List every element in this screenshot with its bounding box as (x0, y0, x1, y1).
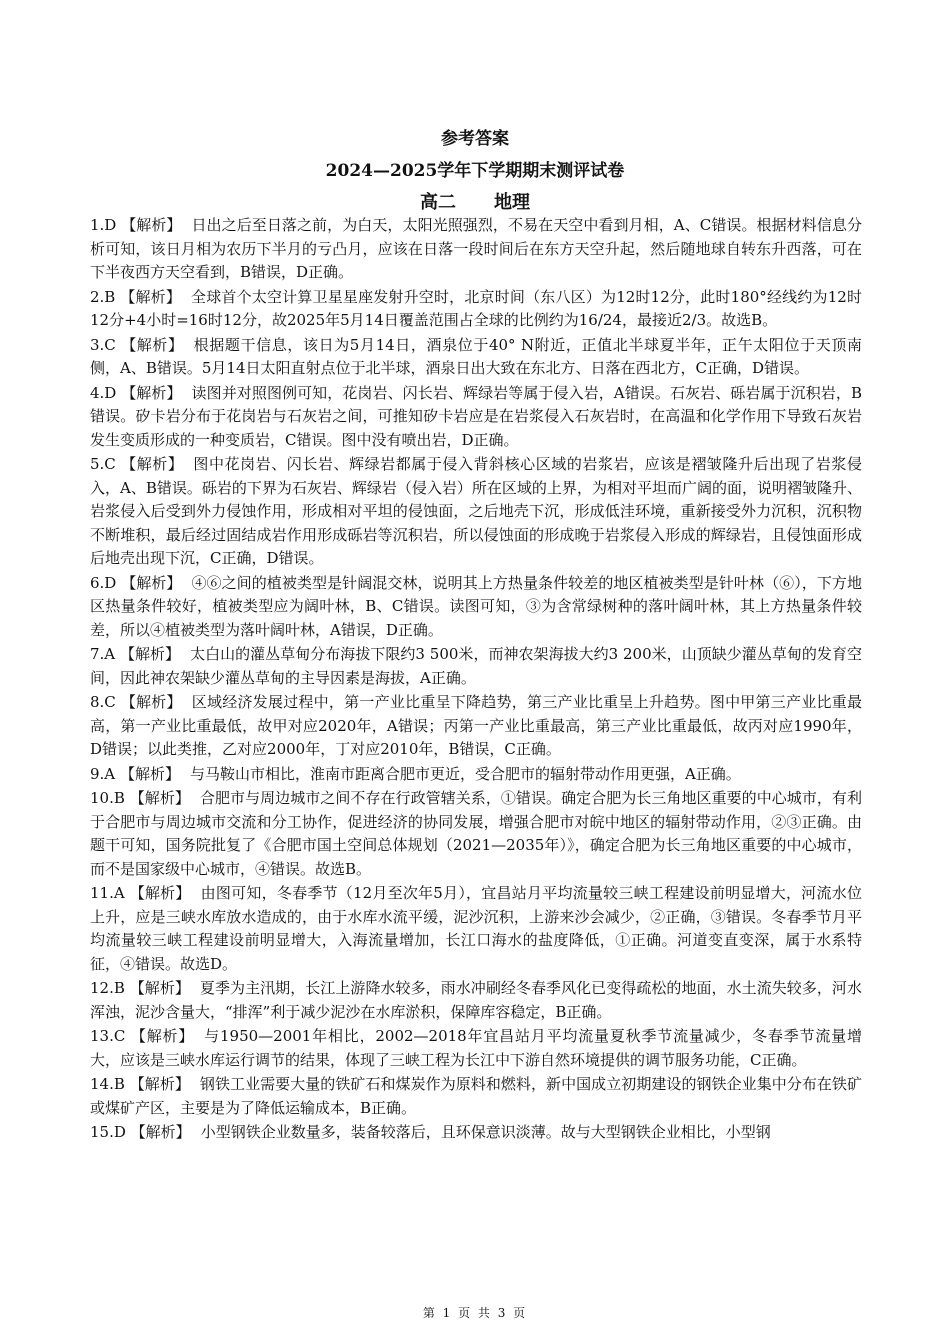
answer-text: 太白山的灌丛草甸分布海拔下限约3 500米，而神农架海拔大约3 200米，山顶缺少灌丛草甸的发育空间，因此神农架缺少灌丛草甸的主导因素是海拔，A正确。 (90, 645, 862, 687)
analysis-tag: 【解析】 (129, 979, 190, 997)
answer-number: 5.C (90, 455, 116, 473)
page-number: 第 1 页 共 3 页 (422, 1306, 528, 1320)
subject-label: 地理 (494, 192, 530, 213)
analysis-tag: 【解析】 (121, 383, 182, 402)
answer-text: 小型钢铁企业数量多，装备较落后，且环保意识淡薄。故与大型钢铁企业相比，小型钢 (200, 1123, 771, 1141)
grade-subject-line (0, 188, 950, 214)
analysis-tag: 【解析】 (121, 335, 184, 354)
answer-item (90, 1025, 862, 1072)
analysis-tag: 【解析】 (120, 693, 182, 711)
answer-number: 10.B (90, 789, 125, 807)
answer-item (90, 977, 862, 1024)
analysis-tag: 【解析】 (119, 764, 180, 783)
answer-number: 6.D (90, 573, 117, 592)
answer-item (90, 453, 862, 571)
analysis-tag: 【解析】 (129, 1075, 190, 1093)
answer-item (90, 1073, 862, 1120)
answer-number: 1.D (90, 216, 117, 234)
answer-item (90, 286, 862, 333)
answer-item (90, 1121, 862, 1145)
answer-text: 钢铁工业需要大量的铁矿石和煤炭作为原料和燃料，新中国成立初期建设的钢铁企业集中分布在铁矿或煤矿产区，主要是为了降低运输成本，B正确。 (90, 1075, 862, 1117)
analysis-tag: 【解析】 (129, 884, 191, 902)
answer-text: 合肥市与周边城市之间不存在行政管辖关系，①错误。确定合肥为长三角地区重要的中心城市，有利于合肥市与周边城市交流和分工协作，促进经济的协同发展，增强合肥市对皖中地区的辐射带动作用，②③正确。由题干可知，国务院批复了《合肥市国土空间总体规划（2021—2035年）》，确定合肥为长三角地区重要的中心城市，而不是国家级中心城市，④错误。故选B。 (90, 789, 862, 878)
answer-text: 与1950—2001年相比，2002—2018年宜昌站月平均流量夏秋季节流量减少，冬春季节流量增大，应该是三峡水库运行调节的结果，体现了三峡工程为长江中下游自然环境提供的调节服务功能，C正确。 (90, 1027, 862, 1069)
answer-number: 12.B (90, 979, 125, 997)
answer-item (90, 787, 862, 881)
answer-number: 15.D (90, 1123, 126, 1141)
analysis-tag: 【解析】 (130, 1027, 195, 1045)
answer-item (90, 334, 862, 381)
answers-list (90, 214, 862, 1146)
answer-text: 图中花岗岩、闪长岩、辉绿岩都属于侵入背斜核心区域的岩浆岩，应该是褶皱隆升后出现了岩浆侵入，A、B错误。砾岩的下界为石灰岩、辉绿岩（侵入岩）所在区域的上界，为相对平坦而广阔的面，说明褶皱隆升、岩浆侵入后受到外力侵蚀作用，形成相对平坦的侵蚀面，之后地壳下沉，形成低洼环境，重新接受外力沉积，沉积物不断堆积，最后经过固结成岩作用形成砾岩等沉积岩，所以侵蚀面的形成晚于岩浆侵入形成的辉绿岩，且侵蚀面形成后地壳出现下沉，C正确，D错误。 (90, 455, 862, 567)
answer-item (90, 572, 862, 643)
page-title: 参考答案 (441, 129, 509, 149)
answer-text: 区域经济发展过程中，第一产业比重呈下降趋势，第三产业比重呈上升趋势。图中甲第三产业比重最高，第一产业比重最低，故甲对应2020年，A错误；丙第一产业比重最高，第三产业比重最低，故丙对应1990年，D错误；以此类推，乙对应2000年，丁对应2010年，B错误，C正确。 (90, 693, 862, 758)
analysis-tag: 【解析】 (130, 1123, 191, 1141)
answer-number: 14.B (90, 1075, 125, 1093)
answer-item (90, 691, 862, 762)
analysis-tag: 【解析】 (119, 645, 181, 663)
answer-number: 7.A (90, 645, 116, 663)
answer-number: 4.D (90, 383, 117, 402)
answer-item (90, 882, 862, 976)
answer-item (90, 763, 862, 787)
answer-number: 13.C (90, 1027, 126, 1045)
exam-title: 2024—2025学年下学期期末测评试卷 (325, 161, 625, 181)
answer-text: 与马鞍山市相比，淮南市距离合肥市更近，受合肥市的辐射带动作用更强，A正确。 (189, 764, 741, 783)
answer-text: ④⑥之间的植被类型是针阔混交林，说明其上方热量条件较差的地区植被类型是针叶林（⑥），下方地区热量条件较好，植被类型应为阔叶林，B、C错误。读图可知，③为含常绿树种的落叶阔叶林，其上方热量条件较差，所以④植被类型为落叶阔叶林，A错误，D正确。 (90, 573, 862, 639)
answer-number: 3.C (90, 335, 116, 354)
answer-number: 9.A (90, 764, 116, 783)
answer-number: 2.B (90, 287, 116, 306)
answer-text: 夏季为主汛期，长江上游降水较多，雨水冲刷经冬春季风化已变得疏松的地面，水土流失较多，河水浑浊，泥沙含量大，“排浑”利于减少泥沙在水库淤积，保障库容稳定，B正确。 (90, 979, 862, 1021)
analysis-tag: 【解析】 (129, 789, 190, 807)
answer-number: 11.A (90, 884, 125, 902)
answer-number: 8.C (90, 693, 116, 711)
answer-item (90, 382, 862, 453)
answer-item (90, 214, 862, 285)
analysis-tag: 【解析】 (121, 216, 182, 234)
analysis-tag: 【解析】 (120, 287, 182, 306)
grade-label: 高二 (420, 192, 456, 213)
analysis-tag: 【解析】 (121, 573, 182, 592)
answer-text: 全球首个太空计算卫星星座发射升空时，北京时间（东八区）为12时12分，此时180°经线约为12时12分+4小时=16时12分，故2025年5月14日覆盖范围占全球的比例约为16/24，最接近2/3。故选B。 (90, 287, 862, 329)
answer-text: 日出之后至日落之前，为白天，太阳光照强烈，不易在天空中看到月相，A、C错误。根据材料信息分析可知，该日月相为农历下半月的亏凸月，应该在日落一段时间后在东方天空升起，然后随地球自转东升西落，可在下半夜西方天空看到，B错误，D正确。 (90, 216, 862, 281)
answer-item (90, 643, 862, 690)
analysis-tag: 【解析】 (121, 455, 184, 473)
answer-text: 读图并对照图例可知，花岗岩、闪长岩、辉绿岩等属于侵入岩，A错误。石灰岩、砾岩属于沉积岩，B错误。矽卡岩分布于花岗岩与石灰岩之间，可推知矽卡岩应是在岩浆侵入石灰岩时，在高温和化学作用下导致石灰岩发生变质形成的一种变质岩，C错误。图中没有喷出岩，D正确。 (90, 383, 862, 449)
answer-text: 由图可知，冬春季节（12月至次年5月），宜昌站月平均流量较三峡工程建设前明显增大，河流水位上升，应是三峡水库放水造成的，由于水库水流平缓，泥沙沉积，上游来沙会减少，②正确，③错误。冬春季节月平均流量较三峡工程建设前明显增大，入海流量增加，长江口海水的盐度降低，①正确。河道变直变深，属于水系特征，④错误。故选D。 (90, 884, 862, 973)
answer-text: 根据题干信息，该日为5月14日，酒泉位于40° N附近，正值北半球夏半年，正午太阳位于天顶南侧，A、B错误。5月14日太阳直射点位于北半球，酒泉日出大致在东北方、日落在西北方，C正确，D错误。 (90, 335, 862, 377)
